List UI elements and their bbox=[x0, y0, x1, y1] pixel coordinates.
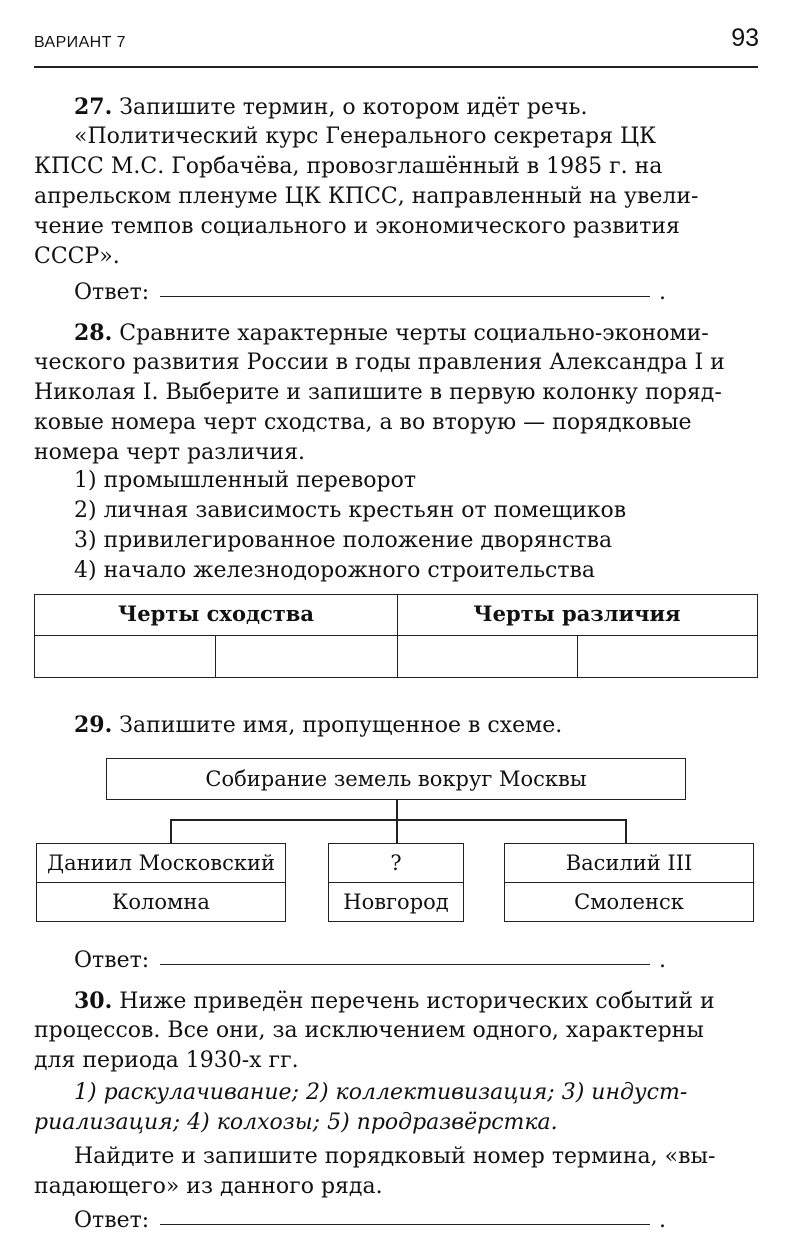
scheme-box-missing-name: ? bbox=[390, 851, 402, 875]
header-divider bbox=[34, 66, 758, 68]
q30-prompt-line-1 bbox=[34, 986, 758, 1017]
table-cell-divider-left bbox=[215, 635, 216, 677]
q27-quote-line-1: «Политический курс Генерального секретаря ЦК bbox=[74, 124, 657, 149]
q30-answer-end: . bbox=[659, 1208, 666, 1233]
scheme-box-vasily bbox=[504, 843, 754, 922]
q28-prompt-line-2: ческого развития России в годы правления Александра I и bbox=[34, 350, 725, 375]
scheme-connector-stem bbox=[396, 800, 398, 820]
q27-quote-line-3: апрельском пленуме ЦК КПСС, направленный на увели- bbox=[34, 184, 699, 209]
q28-prompt-line-4: ковые номера черт сходства, а во вторую — порядковые bbox=[34, 410, 692, 435]
variant-label: ВАРИАНТ 7 bbox=[34, 34, 126, 51]
table-cell-divider-right bbox=[577, 635, 578, 677]
scheme-box-daniil-name: Даниил Московский bbox=[47, 851, 275, 875]
scheme-connector-left bbox=[170, 819, 172, 843]
q27-quote-line-5: СССР». bbox=[34, 244, 120, 269]
q28-answer-table bbox=[34, 594, 758, 678]
q30-number: 30. bbox=[74, 988, 113, 1014]
q27-quote-line-2: КПСС М.С. Горбачёва, провозглашённый в 1985 г. на bbox=[34, 154, 663, 179]
scheme-box-missing-city: Новгород bbox=[343, 890, 449, 914]
q30-prompt-line-1-text: Ниже приведён перечень исторических событий и bbox=[119, 989, 715, 1014]
q28-item-4: 4) начало железнодорожного строительства bbox=[74, 558, 596, 583]
scheme-connector-middle bbox=[396, 819, 398, 843]
q30-answer-row[interactable] bbox=[74, 1206, 694, 1236]
q28-item-1: 1) промышленный переворот bbox=[74, 468, 417, 493]
q27-answer-line[interactable] bbox=[160, 296, 650, 297]
different-cell-2[interactable] bbox=[579, 636, 757, 676]
q30-answer-line[interactable] bbox=[160, 1224, 650, 1225]
scheme-connector-right bbox=[625, 819, 627, 843]
q27-answer-row[interactable] bbox=[74, 278, 694, 308]
q29-answer-line[interactable] bbox=[160, 964, 650, 965]
similar-cell-2[interactable] bbox=[217, 636, 397, 676]
scheme-box-daniil bbox=[36, 843, 286, 922]
q28-prompt-line-3: Николая I. Выберите и запишите в первую колонку поряд- bbox=[34, 380, 722, 405]
q27-prompt-text: Запишите термин, о котором идёт речь. bbox=[119, 95, 588, 120]
q28-item-3: 3) привилегированное положение дворянства bbox=[74, 528, 613, 553]
different-cell-1[interactable] bbox=[399, 636, 577, 676]
q30-terms-line-1: 1) раскулачивание; 2) коллективизация; 3) индуст- bbox=[74, 1080, 688, 1105]
scheme-box-vasily-name: Василий III bbox=[565, 851, 693, 875]
scheme-box-daniil-city: Коломна bbox=[112, 890, 210, 914]
q29-answer-label: Ответ: bbox=[74, 948, 150, 973]
q29-prompt bbox=[34, 710, 758, 741]
q29-number: 29. bbox=[74, 712, 113, 738]
q29-answer-row[interactable] bbox=[74, 946, 694, 976]
q30-prompt-line-2: процессов. Все они, за исключением одного, характерны bbox=[34, 1018, 704, 1043]
table-header-similar: Черты сходства bbox=[118, 601, 314, 626]
scheme-box-missing bbox=[328, 843, 464, 922]
q27-answer-end: . bbox=[659, 280, 666, 305]
q27-quote-line-4: чение темпов социального и экономического развития bbox=[34, 214, 680, 239]
page-number: 93 bbox=[731, 24, 759, 52]
scheme-box-vasily-city: Смоленск bbox=[574, 890, 684, 914]
q30-terms-line-2: риализация; 4) колхозы; 5) продразвёрстка. bbox=[34, 1110, 558, 1135]
q28-prompt-line-5: номера черт различия. bbox=[34, 440, 305, 465]
table-header-different: Черты различия bbox=[473, 601, 681, 626]
q30-task-line-1: Найдите и запишите порядковый номер термина, «вы- bbox=[74, 1144, 716, 1169]
q29-answer-end: . bbox=[659, 948, 666, 973]
table-column-divider bbox=[397, 595, 398, 677]
q29-prompt-text: Запишите имя, пропущенное в схеме. bbox=[119, 713, 563, 738]
similar-cell-1[interactable] bbox=[35, 636, 215, 676]
q28-item-2: 2) личная зависимость крестьян от помещиков bbox=[74, 498, 627, 523]
q27-answer-label: Ответ: bbox=[74, 280, 150, 305]
scheme-top-box: Собирание земель вокруг Москвы bbox=[106, 758, 686, 800]
q27-prompt bbox=[34, 92, 758, 123]
q30-prompt-line-3: для периода 1930-х гг. bbox=[34, 1048, 299, 1073]
scheme-connector-bar bbox=[170, 819, 626, 821]
q28-number: 28. bbox=[74, 320, 113, 346]
q28-prompt-line-1-text: Сравните характерные черты социально-экономи- bbox=[119, 321, 709, 346]
q28-prompt-line-1 bbox=[34, 318, 758, 349]
q30-answer-label: Ответ: bbox=[74, 1208, 150, 1233]
q27-number: 27. bbox=[74, 94, 113, 120]
q30-task-line-2: падающего» из данного ряда. bbox=[34, 1174, 383, 1199]
